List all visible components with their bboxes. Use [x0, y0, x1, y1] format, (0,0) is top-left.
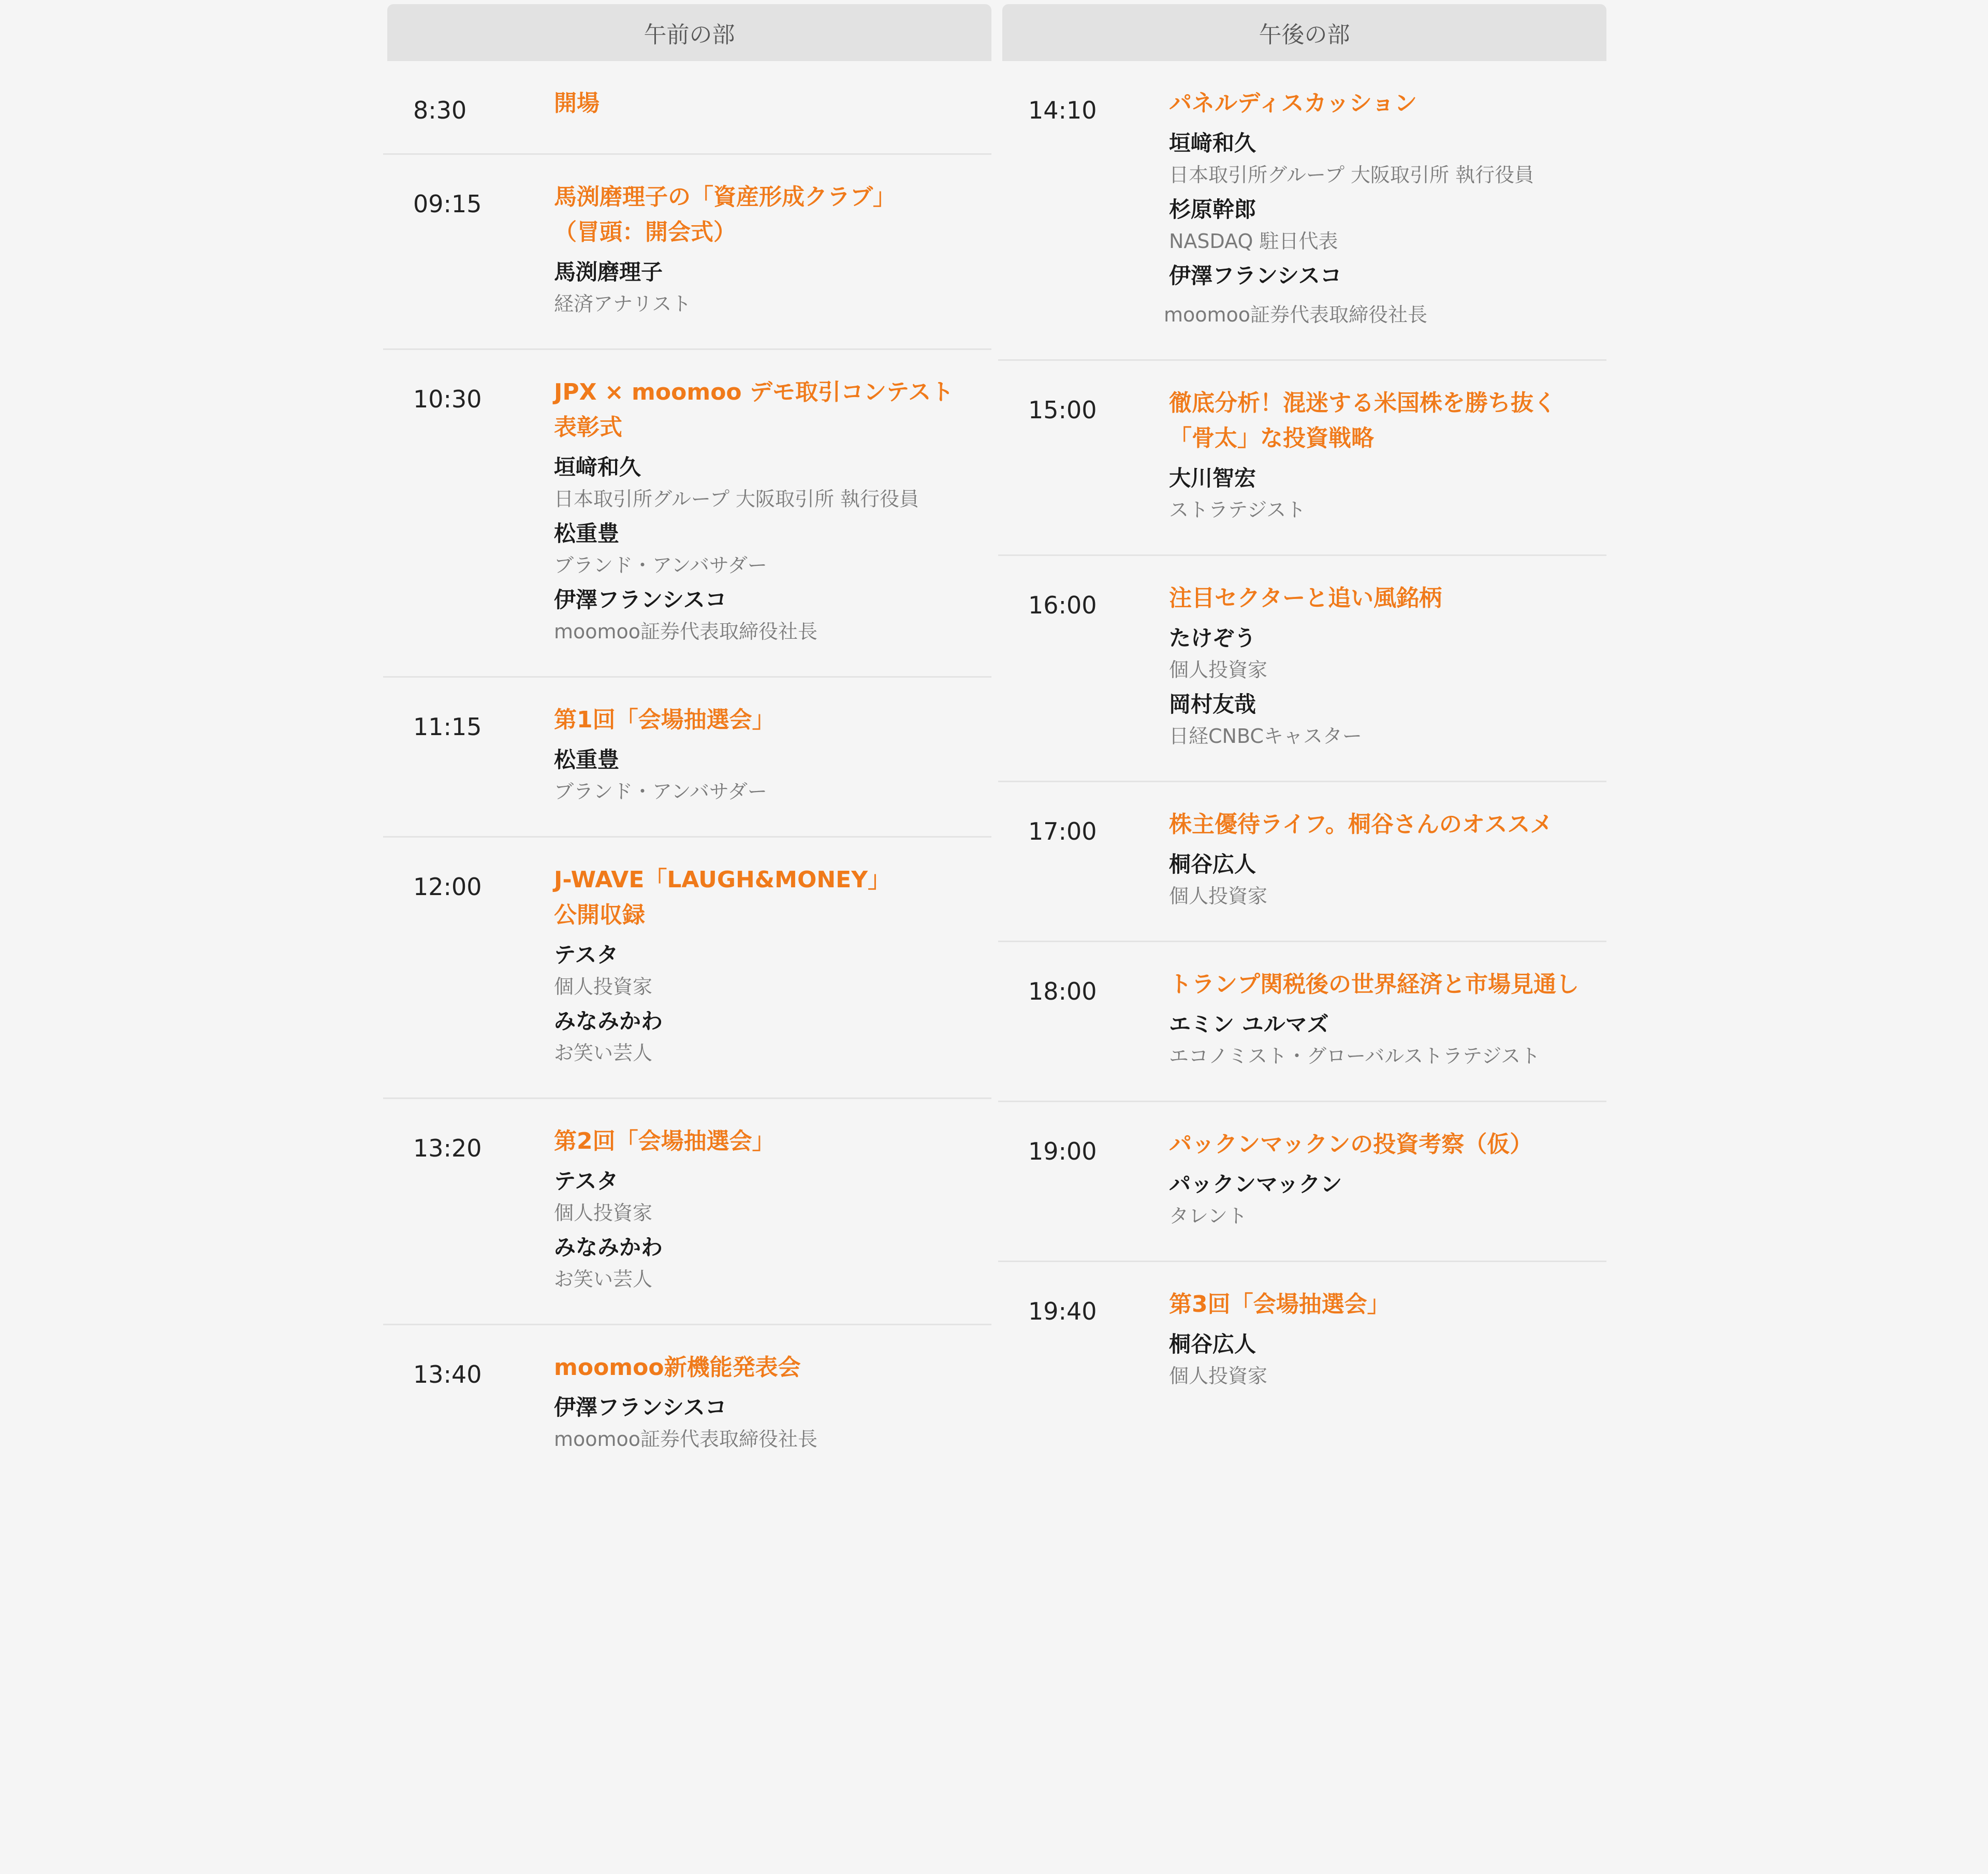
session-time: 15:00 [1028, 396, 1097, 424]
session-item [998, 61, 1606, 361]
session-item [998, 361, 1606, 556]
speaker-role: moomoo証券代表取締役社長 [554, 620, 818, 643]
speaker [1169, 194, 1583, 257]
morning-session-list [383, 61, 991, 1484]
session-title: 第2回「会場抽選会」 [554, 1128, 775, 1154]
session-title: 馬渕磨理子の「資産形成クラブ」 （冒頭：開会式） [554, 184, 896, 245]
session-title: 開場 [554, 90, 600, 116]
speaker [554, 1392, 968, 1455]
speaker [1169, 1328, 1583, 1392]
session-title: 第3回「会場抽選会」 [1169, 1291, 1390, 1317]
speaker-role: 個人投資家 [1169, 885, 1268, 907]
session-content [554, 1350, 968, 1455]
session-title: JPX × moomoo デモ取引コンテスト 表彰式 [554, 379, 954, 441]
speaker [554, 939, 968, 1002]
session-item [383, 838, 991, 1099]
session-time: 11:15 [413, 713, 482, 741]
speaker [1169, 127, 1583, 191]
session-content [1164, 86, 1583, 330]
speaker-role: moomoo証券代表取締役社長 [554, 1428, 818, 1451]
session-item [383, 1325, 991, 1484]
speaker [1169, 462, 1583, 525]
speaker-role: 個人投資家 [1169, 1365, 1268, 1387]
speaker-name: みなみかわ [554, 1008, 663, 1034]
session-content [1169, 1287, 1583, 1392]
session-item [998, 782, 1606, 942]
speaker [554, 584, 968, 647]
speaker-role: moomoo証券代表取締役社長 [1164, 303, 1428, 326]
session-time: 19:00 [1028, 1137, 1097, 1165]
speaker [1169, 1168, 1583, 1232]
speaker-name: 松重豊 [554, 747, 620, 772]
session-item [383, 155, 991, 350]
session-title: moomoo新機能発表会 [554, 1354, 801, 1381]
session-item [998, 556, 1606, 782]
morning-column [383, 4, 991, 1484]
session-time: 19:40 [1028, 1297, 1097, 1325]
session-item [383, 678, 991, 838]
session-title: 株主優待ライフ。桐谷さんのオススメ [1169, 811, 1553, 838]
session-title: 注目セクターと追い風銘柄 [1169, 585, 1442, 611]
afternoon-header: 午後の部 [1002, 4, 1606, 61]
session-content [554, 86, 968, 121]
speaker-role: エコノミスト・グローバルストラテジスト [1169, 1045, 1541, 1067]
speaker [554, 1165, 968, 1228]
speaker-name: 垣﨑和久 [1169, 130, 1256, 156]
morning-header: 午前の部 [387, 4, 991, 61]
session-time: 10:30 [413, 385, 482, 413]
speaker-name: 桐谷広人 [1169, 1331, 1256, 1357]
speaker-name: パックンマックン [1169, 1172, 1342, 1197]
session-title: 徹底分析！混迷する米国株を勝ち抜く 「骨太」な投資戦略 [1169, 390, 1556, 451]
session-content [1169, 386, 1583, 525]
speaker [554, 451, 968, 515]
session-item [383, 350, 991, 678]
speaker [554, 1005, 968, 1068]
speaker [554, 518, 968, 581]
session-item [998, 942, 1606, 1102]
session-time: 17:00 [1028, 817, 1097, 845]
session-title: パネルディスカッション [1169, 90, 1417, 116]
speaker-name: みなみかわ [554, 1235, 663, 1260]
session-item [383, 61, 991, 155]
speaker-role: ストラテジスト [1169, 499, 1306, 521]
speaker-name: 大川智宏 [1169, 465, 1256, 491]
speaker-name: たけぞう [1169, 625, 1256, 651]
speaker-role: 経済アナリスト [554, 292, 692, 315]
session-item [998, 1262, 1606, 1421]
session-time: 09:15 [413, 190, 482, 218]
speaker [554, 1232, 968, 1295]
speaker [1169, 848, 1583, 912]
speaker-name: 杉原幹郎 [1169, 197, 1256, 222]
speaker-name: 伊澤フランシスコ [554, 1395, 727, 1420]
session-time: 16:00 [1028, 591, 1097, 619]
session-content [1169, 1127, 1583, 1232]
speaker-role: 個人投資家 [554, 975, 653, 998]
speaker-role: ブランド・アンバサダー [554, 554, 767, 577]
speaker-name: テスタ [554, 942, 619, 968]
session-content [554, 862, 968, 1068]
speaker-role: タレント [1169, 1205, 1248, 1227]
session-item [383, 1099, 991, 1325]
afternoon-column [998, 4, 1606, 1421]
speaker-role: 日本取引所グループ 大阪取引所 執行役員 [1169, 164, 1534, 186]
speaker-name: テスタ [554, 1168, 619, 1194]
speaker [1169, 622, 1583, 685]
speaker [1164, 260, 1583, 330]
session-title: J-WAVE「LAUGH&MONEY」 公開収録 [554, 867, 891, 928]
session-title: トランプ関税後の世界経済と市場見通し [1169, 971, 1579, 998]
session-content [1169, 581, 1583, 752]
session-title: パックンマックンの投資考察（仮） [1169, 1131, 1533, 1158]
speaker [554, 744, 968, 807]
session-content [554, 1124, 968, 1295]
speaker-role: お笑い芸人 [554, 1042, 653, 1064]
speaker-role: ブランド・アンバサダー [554, 780, 767, 803]
speaker [554, 256, 968, 319]
speaker-name: エミン ユルマズ [1169, 1012, 1329, 1037]
session-title: 第1回「会場抽選会」 [554, 707, 775, 733]
speaker-name: 岡村友哉 [1169, 692, 1256, 717]
session-content [1169, 967, 1583, 1072]
session-content [554, 180, 968, 319]
session-time: 14:10 [1028, 96, 1097, 124]
session-time: 13:40 [413, 1360, 482, 1388]
speaker-role: 個人投資家 [554, 1202, 653, 1224]
speaker-role: お笑い芸人 [554, 1268, 653, 1291]
speaker-role: NASDAQ 駐日代表 [1169, 230, 1338, 253]
speaker-name: 伊澤フランシスコ [1169, 263, 1342, 288]
speaker-role: 日本取引所グループ 大阪取引所 執行役員 [554, 488, 919, 510]
schedule [383, 4, 1610, 1857]
session-time: 13:20 [413, 1134, 482, 1162]
speaker-name: 伊澤フランシスコ [554, 587, 727, 612]
session-content [554, 702, 968, 807]
session-time: 12:00 [413, 873, 482, 901]
speaker [1169, 1008, 1583, 1072]
speaker-role: 個人投資家 [1169, 658, 1268, 681]
session-time: 8:30 [413, 96, 467, 124]
session-time: 18:00 [1028, 977, 1097, 1005]
speaker-role: 日経CNBCキャスター [1169, 725, 1362, 748]
speaker-name: 松重豊 [554, 521, 620, 546]
afternoon-session-list [998, 61, 1606, 1421]
session-content [1169, 807, 1583, 912]
speaker-name: 垣﨑和久 [554, 455, 641, 480]
session-content [554, 375, 968, 647]
speaker-name: 馬渕磨理子 [554, 259, 663, 285]
session-item [998, 1102, 1606, 1262]
speaker [1169, 689, 1583, 752]
speaker-name: 桐谷広人 [1169, 852, 1256, 877]
